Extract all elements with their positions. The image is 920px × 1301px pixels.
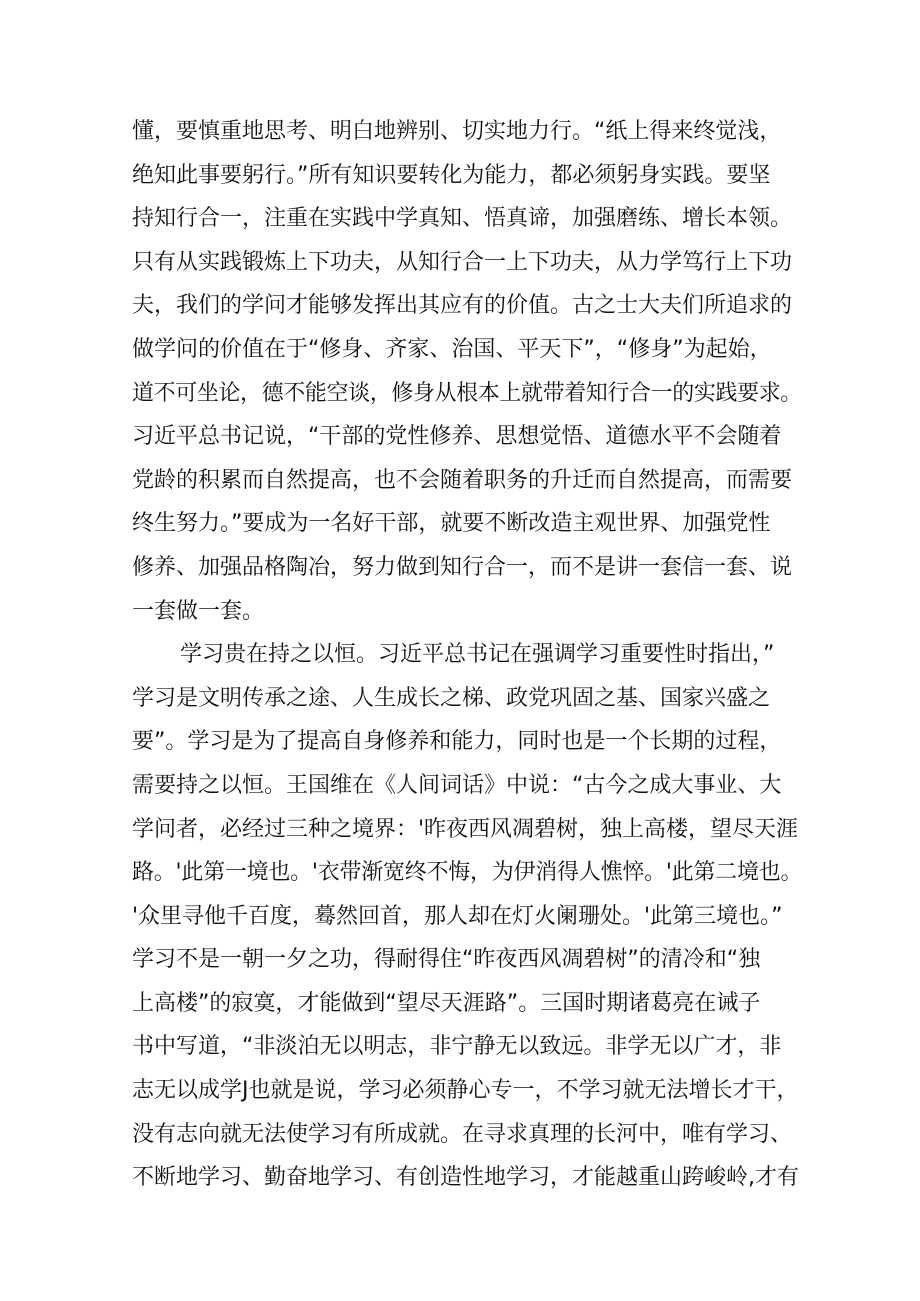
text-line: 志无以成学J也就是说，学习必须静心专一，不学习就无法增长才干， xyxy=(132,1078,799,1104)
text-line: 路。'此第一境也。'衣带渐宽终不悔，为伊消得人憔悴。'此第二境也。 xyxy=(132,860,803,886)
text-line: 没有志向就无法使学习有所成就。在寻求真理的长河中，唯有学习、 xyxy=(132,1121,793,1147)
text-line: 持知行合一，注重在实践中学真知、悟真谛，加强磨练、增长本领。 xyxy=(132,206,793,232)
text-line: 书中写道，“非淡泊无以明志，非宁静无以致远。非学无以广才，非 xyxy=(132,1034,782,1060)
text-line: 做学问的价值在于“修身、齐家、治国、平天下”，“修身”为起始， xyxy=(132,336,772,362)
text-line: '众里寻他千百度，蓦然回首，那人却在灯火阑珊处。'此第三境也。” xyxy=(132,903,783,929)
text-line: 习近平总书记说，“干部的党性修养、思想觉悟、道德水平不会随着 xyxy=(132,424,782,450)
body-text xyxy=(132,110,802,1200)
text-line: 上高楼”的寂寞，才能做到“望尽天涯路”。三国时期诸葛亮在诫子 xyxy=(132,990,761,1016)
text-line-indented: 学习贵在持之以恒。习近平总书记在强调学习重要性时指出，” xyxy=(180,642,775,668)
text-line: 终生努力。”要成为一名好干部，就要不断改造主观世界、加强党性 xyxy=(132,511,771,537)
text-line: 学习不是一朝一夕之功，得耐得住“昨夜西风凋碧树”的清冷和“独 xyxy=(132,947,761,973)
text-line: 一套做一套。 xyxy=(132,598,265,624)
text-line: 修养、加强品格陶冶，努力做到知行合一，而不是讲一套信一套、说 xyxy=(132,554,793,580)
text-line: 夫，我们的学问才能够发挥出其应有的价值。古之士大夫们所追求的 xyxy=(132,293,793,319)
text-line: 懂，要慎重地思考、明白地辨别、切实地力行。“纸上得来终觉浅， xyxy=(132,119,782,144)
text-line: 要”。学习是为了提高自身修养和能力，同时也是一个长期的过程， xyxy=(132,729,782,755)
text-line: 绝知此事要躬行。”所有知识要转化为能力，都必须躬身实践。要坚 xyxy=(132,162,771,188)
text-line: 不断地学习、勤奋地学习、有创造性地学习，才能越重山跨峻岭,才有 xyxy=(132,1165,799,1191)
text-line: 道不可坐论，德不能空谈，修身从根本上就带着知行合一的实践要求。 xyxy=(132,380,802,406)
text-line: 党龄的积累而自然提高，也不会随着职务的升迁而自然提高，而需要 xyxy=(132,467,793,493)
text-line: 学问者，必经过三种之境界：'昨夜西风凋碧树，独上高楼，望尽天涯 xyxy=(132,816,799,842)
text-line: 只有从实践锻炼上下功夫，从知行合一上下功夫，从力学笃行上下功 xyxy=(132,249,793,275)
paragraph xyxy=(132,633,802,1200)
paragraph xyxy=(132,110,802,633)
text-line: 需要持之以恒。王国维在《人间词话》中说：“古今之成大事业、大 xyxy=(132,772,782,798)
text-line: 学习是文明传承之途、人生成长之梯、政党巩固之基、国家兴盛之 xyxy=(132,685,771,711)
